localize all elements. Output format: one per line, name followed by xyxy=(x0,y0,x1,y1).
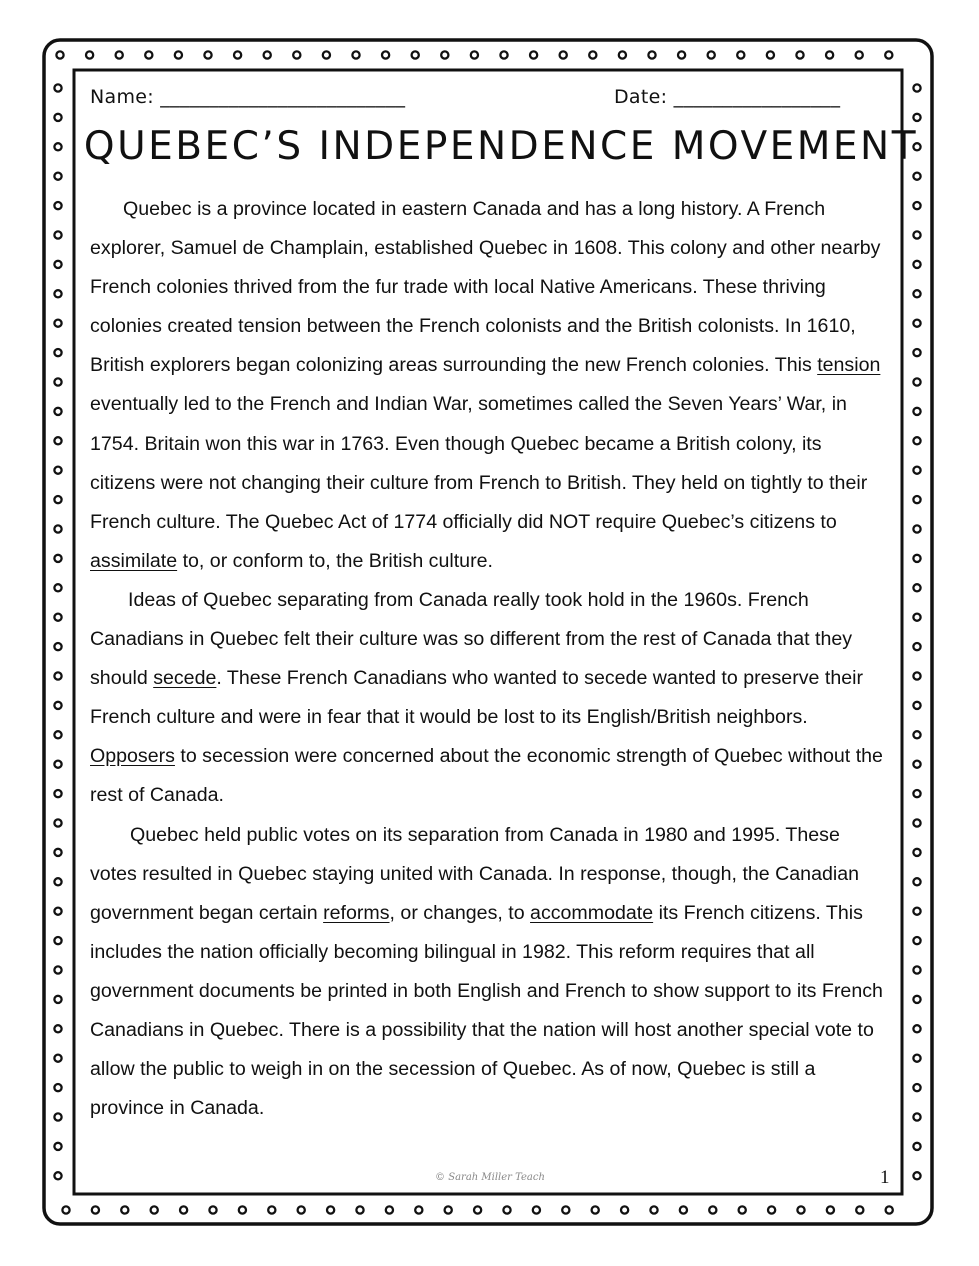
border-dot-left xyxy=(54,320,61,327)
border-dot-left xyxy=(54,173,61,180)
border-dot-right xyxy=(913,643,920,650)
border-dot-bottom xyxy=(151,1206,158,1213)
border-dot-top xyxy=(352,51,359,58)
border-dot-left xyxy=(54,996,61,1003)
date-field[interactable]: Date: _________________ xyxy=(614,86,841,108)
border-dot-left xyxy=(54,1143,61,1150)
border-dot-left xyxy=(54,1084,61,1091)
border-dot-top xyxy=(648,51,655,58)
border-dot-top xyxy=(293,51,300,58)
border-dot-top xyxy=(589,51,596,58)
border-dot-right xyxy=(913,1055,920,1062)
border-dot-right xyxy=(913,320,920,327)
border-dot-right xyxy=(913,173,920,180)
border-dot-left xyxy=(54,731,61,738)
page-number: 1 xyxy=(880,1167,890,1188)
border-dot-left xyxy=(54,1113,61,1120)
border-dot-left xyxy=(54,496,61,503)
border-dot-right xyxy=(913,937,920,944)
border-dot-right xyxy=(913,996,920,1003)
border-dot-right xyxy=(913,761,920,768)
border-dot-left xyxy=(54,290,61,297)
border-dot-left xyxy=(54,525,61,532)
border-dot-bottom xyxy=(650,1206,657,1213)
border-dot-bottom xyxy=(62,1206,69,1213)
border-dot-right xyxy=(913,1172,920,1179)
border-dot-left xyxy=(54,437,61,444)
border-dot-right xyxy=(913,84,920,91)
border-dot-bottom xyxy=(239,1206,246,1213)
border-dot-top xyxy=(412,51,419,58)
border-dot-left xyxy=(54,467,61,474)
border-dot-left xyxy=(54,1025,61,1032)
border-dot-left xyxy=(54,849,61,856)
border-dot-right xyxy=(913,496,920,503)
border-dot-top xyxy=(382,51,389,58)
border-dot-right xyxy=(913,437,920,444)
border-dot-bottom xyxy=(680,1206,687,1213)
border-dot-bottom xyxy=(121,1206,128,1213)
border-dot-left xyxy=(54,790,61,797)
border-dot-right xyxy=(913,1143,920,1150)
border-dot-right xyxy=(913,231,920,238)
border-dot-top xyxy=(471,51,478,58)
border-dot-top xyxy=(619,51,626,58)
border-dot-top xyxy=(826,51,833,58)
border-dot-top xyxy=(530,51,537,58)
border-dot-bottom xyxy=(298,1206,305,1213)
border-dot-bottom xyxy=(797,1206,804,1213)
paragraph-2: Ideas of Quebec separating from Canada really took hold in the 1960s. French Canadians in Quebec felt their culture was so different from the rest of Canada that they should secede. These French Canadians who wanted to secede wanted to preserve their French culture and were in fear that it would be lost to its English/British neighbors. Opposers to secession were concerned about the economic strength of Quebec without the rest of Canada. xyxy=(90,588,883,807)
border-dot-bottom xyxy=(445,1206,452,1213)
border-dot-bottom xyxy=(562,1206,569,1213)
border-dot-bottom xyxy=(739,1206,746,1213)
border-dot-right xyxy=(913,908,920,915)
border-dot-right xyxy=(913,819,920,826)
page-title: QUEBEC’S INDEPENDENCE MOVEMENT xyxy=(83,124,919,169)
border-dot-right xyxy=(913,555,920,562)
border-dot-left xyxy=(54,555,61,562)
border-dot-right xyxy=(913,614,920,621)
border-dot-left xyxy=(54,702,61,709)
border-dot-top xyxy=(234,51,241,58)
border-dot-left xyxy=(54,143,61,150)
border-dot-right xyxy=(913,202,920,209)
border-dot-right xyxy=(913,290,920,297)
border-dot-left xyxy=(54,966,61,973)
vocab-reforms: reforms xyxy=(323,901,390,924)
vocab-assimilate: assimilate xyxy=(90,549,178,572)
border-dot-right xyxy=(913,1025,920,1032)
article-body xyxy=(90,190,890,1128)
border-dot-right xyxy=(913,467,920,474)
border-dot-top xyxy=(323,51,330,58)
border-dot-top xyxy=(737,51,744,58)
border-dot-left xyxy=(54,878,61,885)
border-dot-bottom xyxy=(209,1206,216,1213)
border-dot-left xyxy=(54,584,61,591)
border-dot-top xyxy=(856,51,863,58)
vocab-tension: tension xyxy=(817,354,881,377)
border-dot-bottom xyxy=(415,1206,422,1213)
border-dot-left xyxy=(54,84,61,91)
border-dot-bottom xyxy=(886,1206,893,1213)
paragraph-3: Quebec held public votes on its separation from Canada in 1980 and 1995. These votes resulted in Quebec staying united with Canada. In response, though, the Canadian government began certain reforms, or changes, to accommodate its French citizens. This includes the nation officially becoming bilingual in 1982. This reform requires that all government documents be printed in both English and French to show support to its French Canadians in Quebec. There is a possibility that the nation will host another special vote to allow the public to weigh in on the secession of Quebec. As of now, Quebec is still a province in Canada. xyxy=(90,823,883,1120)
border-dot-bottom xyxy=(856,1206,863,1213)
border-dot-bottom xyxy=(92,1206,99,1213)
border-dot-right xyxy=(913,525,920,532)
border-dot-left xyxy=(54,1172,61,1179)
border-dot-left xyxy=(54,231,61,238)
border-dot-right xyxy=(913,114,920,121)
border-dot-top xyxy=(264,51,271,58)
border-dot-right xyxy=(913,672,920,679)
border-dot-right xyxy=(913,378,920,385)
border-dot-left xyxy=(54,937,61,944)
border-dot-right xyxy=(913,966,920,973)
vocab-opposers: Opposers xyxy=(90,745,175,768)
border-dot-top xyxy=(86,51,93,58)
border-dot-left xyxy=(54,114,61,121)
border-dot-right xyxy=(913,849,920,856)
border-dot-left xyxy=(54,643,61,650)
border-dot-left xyxy=(54,614,61,621)
border-dot-bottom xyxy=(503,1206,510,1213)
border-dot-bottom xyxy=(474,1206,481,1213)
border-dot-bottom xyxy=(327,1206,334,1213)
border-dot-left xyxy=(54,908,61,915)
border-dot-top xyxy=(204,51,211,58)
copyright-text: © Sarah Miller Teach xyxy=(435,1172,545,1183)
border-dot-left xyxy=(54,261,61,268)
border-dot-right xyxy=(913,584,920,591)
border-dot-left xyxy=(54,672,61,679)
border-dot-top xyxy=(708,51,715,58)
border-dot-bottom xyxy=(621,1206,628,1213)
border-dot-left xyxy=(54,378,61,385)
border-dot-right xyxy=(913,349,920,356)
border-dot-right xyxy=(913,878,920,885)
border-dot-top xyxy=(796,51,803,58)
border-dot-top xyxy=(767,51,774,58)
border-dot-right xyxy=(913,1113,920,1120)
border-dot-top xyxy=(145,51,152,58)
border-dot-top xyxy=(678,51,685,58)
border-dot-top xyxy=(116,51,123,58)
border-dot-right xyxy=(913,731,920,738)
border-dot-bottom xyxy=(356,1206,363,1213)
border-dot-top xyxy=(885,51,892,58)
border-dot-right xyxy=(913,1084,920,1091)
border-dot-bottom xyxy=(180,1206,187,1213)
border-dot-bottom xyxy=(386,1206,393,1213)
border-dot-left xyxy=(54,761,61,768)
border-dot-right xyxy=(913,261,920,268)
vocab-secede: secede xyxy=(153,667,217,690)
border-dot-bottom xyxy=(592,1206,599,1213)
border-dot-bottom xyxy=(827,1206,834,1213)
border-dot-bottom xyxy=(533,1206,540,1213)
border-dot-bottom xyxy=(268,1206,275,1213)
name-field[interactable]: Name: _________________________ xyxy=(90,86,406,108)
border-dot-top xyxy=(500,51,507,58)
border-dot-right xyxy=(913,702,920,709)
border-dot-left xyxy=(54,1055,61,1062)
border-dot-top xyxy=(560,51,567,58)
border-dot-left xyxy=(54,819,61,826)
border-dot-left xyxy=(54,202,61,209)
border-dot-top xyxy=(56,51,63,58)
border-dot-left xyxy=(54,349,61,356)
border-dot-left xyxy=(54,408,61,415)
border-dot-right xyxy=(913,408,920,415)
border-dot-right xyxy=(913,790,920,797)
border-dot-top xyxy=(441,51,448,58)
border-dot-top xyxy=(175,51,182,58)
vocab-accommodate: accommodate xyxy=(530,901,654,924)
border-dot-bottom xyxy=(709,1206,716,1213)
paragraph-1: Quebec is a province located in eastern Canada and has a long history. A French explorer, Samuel de Champlain, established Quebec in 1608. This colony and other nearby French colonies thrived from the fur trade with local Native Americans. These thriving colonies created tension between the French colonists and the British colonists. In 1610, British explorers began colonizing areas surrounding the new French colonies. This tension eventually led to the French and Indian War, sometimes called the Seven Years’ War, in 1754. Britain won this war in 1763. Even though Quebec became a British colony, its citizens were not changing their culture from French to British. They held on tightly to their French culture. The Quebec Act of 1774 officially did NOT require Quebec’s citizens to assimilate to, or conform to, the British culture. xyxy=(90,198,881,572)
border-dot-bottom xyxy=(768,1206,775,1213)
